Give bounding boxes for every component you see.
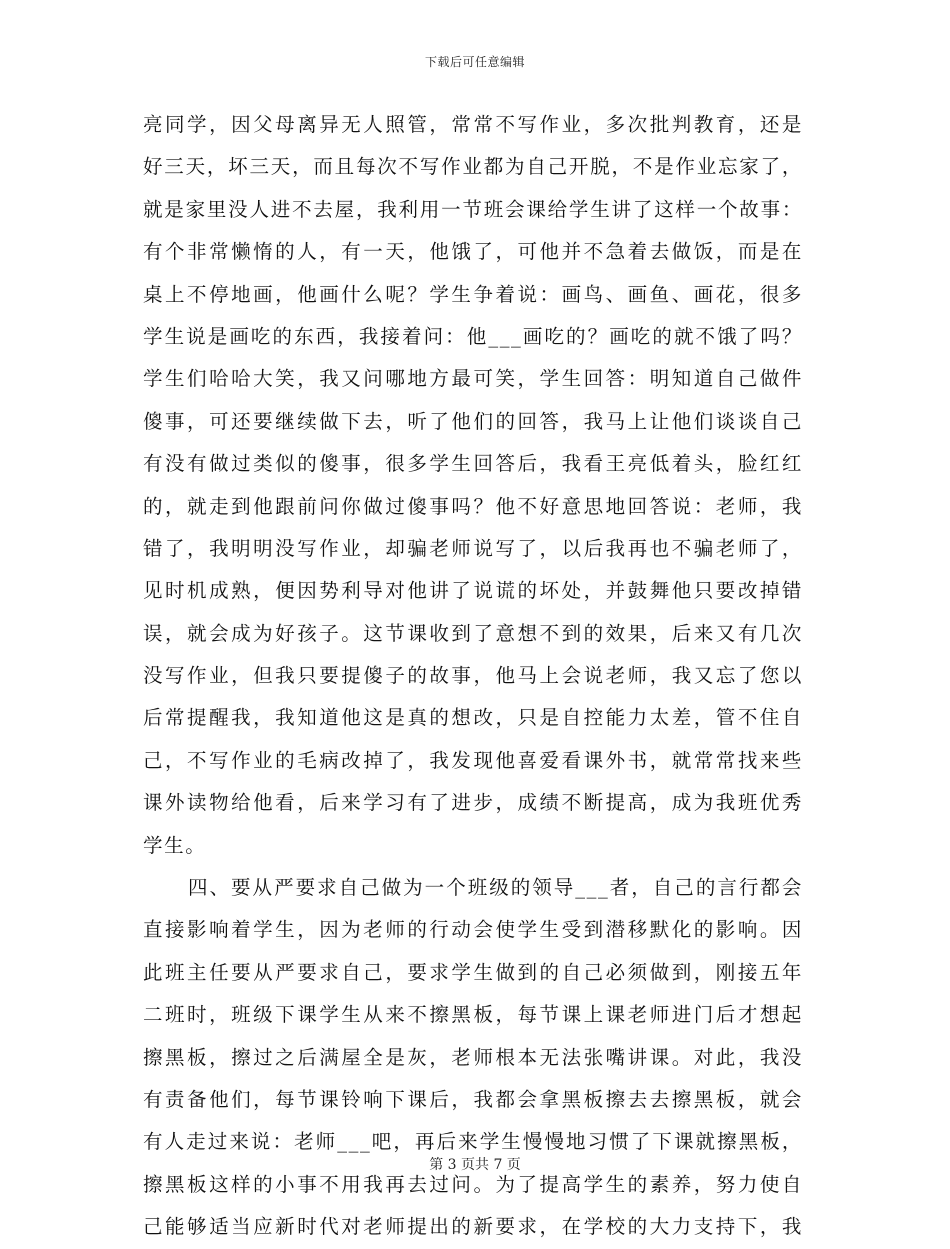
text-line: 直接影响着学生，因为老师的行动会使学生受到潜移默化的影响。因 bbox=[143, 918, 803, 942]
text-line: 此班主任要从严要求自己，要求学生做到的自己必须做到，刚接五年 bbox=[143, 960, 803, 984]
text-line: 学生。 bbox=[143, 833, 207, 857]
text-line: 有个非常懒惰的人，有一天，他饿了，可他并不急着去做饭，而是在 bbox=[143, 240, 803, 264]
text-line: 二班时，班级下课学生从来不擦黑板，每节课上课老师进门后才想起 bbox=[143, 1003, 803, 1027]
page-footer: 第 3 页共 7 页 bbox=[429, 1157, 521, 1173]
text-line: 亮同学，因父母离异无人照管，常常不写作业，多次批判教育，还是 bbox=[143, 113, 803, 136]
text-line: 见时机成熟，便因势利导对他讲了说谎的坏处，并鼓舞他只要改掉错 bbox=[143, 579, 803, 603]
text-line: 的，就走到他跟前问你做过傻事吗？他不好意思地回答说：老师，我 bbox=[143, 494, 803, 518]
text-line: 误，就会成为好孩子。这节课收到了意想不到的效果，后来又有几次 bbox=[143, 621, 803, 645]
text-line: 后常提醒我，我知道他这是真的想改，只是自控能力太差，管不住自 bbox=[143, 706, 803, 730]
text-line: 就是家里没人进不去屋，我利用一节班会课给学生讲了这样一个故事： bbox=[143, 197, 803, 221]
text-line: 学生们哈哈大笑，我又问哪地方最可笑，学生回答：明知道自己做件 bbox=[143, 367, 803, 391]
page-header: 下载后可任意编辑 bbox=[424, 55, 525, 69]
document-body bbox=[143, 104, 803, 1249]
text-line: 傻事，可还要继续做下去，听了他们的回答，我马上让他们谈谈自己 bbox=[143, 409, 803, 433]
text-line: 课外读物给他看，后来学习有了进步，成绩不断提高，成为我班优秀 bbox=[143, 791, 803, 815]
text-line: 有人走过来说：老师___吧，再后来学生慢慢地习惯了下课就擦黑板， bbox=[143, 1130, 803, 1154]
text-line: 有没有做过类似的傻事，很多学生回答后，我看王亮低着头，脸红红 bbox=[143, 452, 803, 476]
text-line: 擦黑板这样的小事不用我再去过问。为了提高学生的素养，努力使自 bbox=[143, 1172, 803, 1196]
text-line: 有责备他们，每节课铃响下课后，我都会拿黑板擦去去擦黑板，就会 bbox=[143, 1087, 803, 1111]
text-line: 擦黑板，擦过之后满屋全是灰，老师根本无法张嘴讲课。对此，我没 bbox=[143, 1045, 803, 1069]
text-line: 好三天，坏三天，而且每次不写作业都为自己开脱，不是作业忘家了， bbox=[143, 155, 803, 179]
text-line: 错了，我明明没写作业，却骗老师说写了，以后我再也不骗老师了， bbox=[143, 536, 803, 560]
text-line: 没写作业，但我只要提傻子的故事，他马上会说老师，我又忘了您以 bbox=[143, 664, 803, 688]
text-line: 己能够适当应新时代对老师提出的新要求，在学校的大力支持下，我 bbox=[143, 1215, 803, 1239]
section-heading-line: 四、要从严要求自己做为一个班级的领导___者，自己的言行都会 bbox=[188, 876, 803, 900]
text-line: 桌上不停地画，他画什么呢？学生争着说：画鸟、画鱼、画花，很多 bbox=[143, 282, 803, 306]
text-line: 己，不写作业的毛病改掉了，我发现他喜爱看课外书，就常常找来些 bbox=[143, 748, 803, 772]
text-line: 学生说是画吃的东西，我接着问：他___画吃的？画吃的就不饿了吗？ bbox=[143, 324, 803, 348]
